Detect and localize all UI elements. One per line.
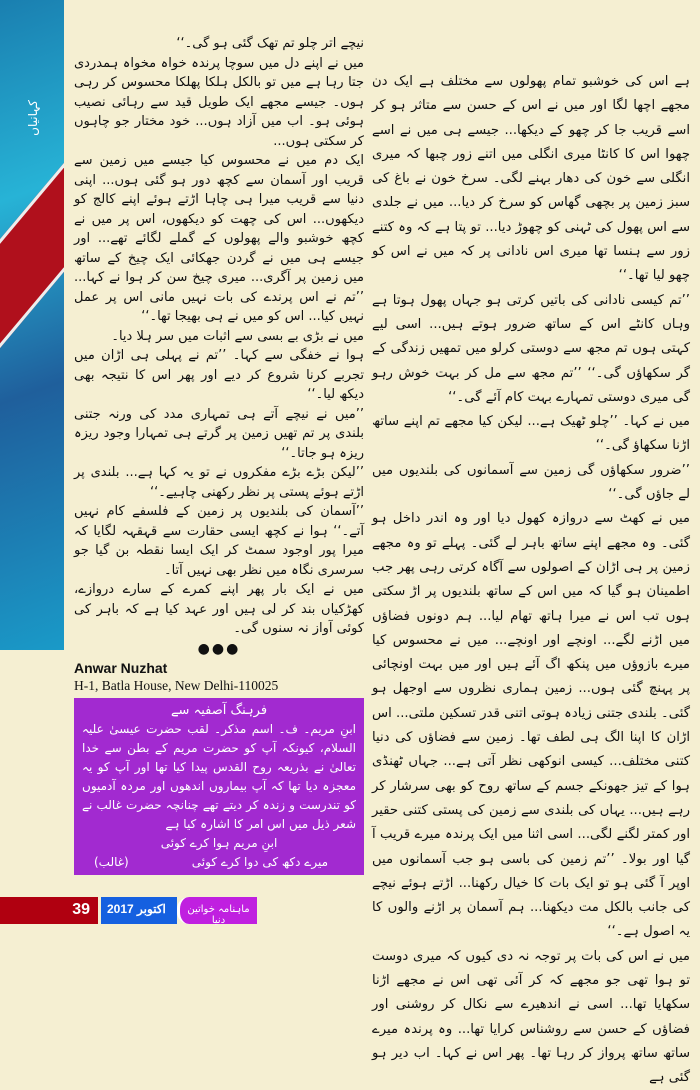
verse-line: ابنِ مریم ہوا کرے کوئی [160,835,278,850]
left-column-area [74,34,364,894]
poet-name: (غالب) [94,854,129,869]
page-number: 39 [0,897,98,924]
section-label: کہانیاں [26,100,40,136]
author-name: Anwar Nuzhat [74,659,168,676]
paragraph: میں نے ایک بار پھر اپنے کمرے کے سارے دروازے، کھڑکیاں بند کر لی ہیں اور عہد کیا ہے کہ باہر کی کوئی آواز نہ سنوں گی۔ [74,582,364,636]
decorative-side-banner [0,0,64,650]
paragraph: ’’لیکن بڑے بڑے مفکروں نے تو یہ کہا ہے... بلندی پر اڑتے ہوئے پستی پر نظر رکھنی چاہیے۔‘‘ [74,465,364,500]
red-stripe [0,0,64,57]
page-footer [0,897,257,924]
paragraph: ایک دم میں نے محسوس کیا جیسے میں زمین سے قریب اور آسمان سے کچھ دور ہو گئی ہوں... اپنی دنیا سے قریب میرا ہی چاہا اڑتے ہوئے اپنے کالج کو دیکھوں... اس کی چھت کو دیکھوں، اس پر میں نے کچھ خوشبو والے پھولوں کے گملے لگائے تھے... اور جیسے ہی میں نے گردن جھکائی ایک چیخ کے ساتھ میں زمین پر آگری... میری چیخ سن کر ہوا نے کہا... ’’تم نے اس پرندے کی بات نہیں مانی اس پر عمل نہیں کیا... اس کو میں نے ہی بھیجا تھا۔‘‘ [74,153,364,324]
magazine-name: ماہنامہ خواتین دنیا [177,897,257,924]
paragraph: ’’ضرور سکھاؤں گی زمین سے آسمانوں کی بلندیوں میں لے جاؤں گی۔‘‘ [372,462,690,503]
glossary-body: ابنِ مریم۔ ف۔ اسم مذکر۔ لقب حضرت عیسیٰ علیہ السلام، کیونکہ آپ کو حضرت مریم کے بطن سے خدا تعالیٰ نے بذریعہ روح القدس پیدا کیا تھا اور آپ کو یہ معجزہ دیا تھا کہ آپ بیماروں اندھوں اور مردہ آدمیوں کو تندرست و زندہ کر دیتے تھے چنانچہ حضرت غالب نے شعر ذیل میں اس امر کا اشارہ کیا ہے [82,721,356,831]
issue-year: 2017 [107,902,134,916]
issue-date [101,897,177,924]
paragraph: ’’تم کیسی نادانی کی باتیں کرتی ہو جہاں پھول ہوتا ہے وہاں کانٹے اس کے ساتھ ضرور ہوتے ہیں... اسی لیے کہتی ہوں تم مجھ سے دوستی کرلو میں تمھیں زندگی کے گر سکھاؤں گی۔‘‘ ’’تم مجھ سے مل کر بہت خوش رہو گی میری دوستی تمہارے بہت کام آئے گی۔‘‘ [372,292,690,405]
red-stripe [0,3,64,477]
left-text-column [74,34,364,639]
paragraph: ’’آسمان کی بلندیوں پر زمین کے فلسفے کام نہیں آتے۔‘‘ ہوا نے کچھ ایسی حقارت سے قہقہہ لگایا کہ میرا پور اوجود سمٹ کر ایک ایسا نقطہ بن گیا جو سرسری نگاہ میں نظر بھی نہیں آتا۔ [74,504,364,578]
right-text-column [372,70,690,1086]
paragraph: میں نے اپنے دل میں سوچا پرندہ خواہ مخواہ ہمدردی جتا رہا ہے میں تو بالکل ہلکا پھلکا محسوس کر رہی ہوں۔ جیسے مجھے ایک طویل قید سے رہائی نصیب ہوئی ہو۔ اب میں آزاد ہوں... خود مختار جو چاہوں کر سکتی ہوں... [74,55,364,149]
paragraph: نیچے اتر چلو تم تھک گئی ہو گی۔‘‘ [176,36,364,51]
end-mark: ●●● [197,640,241,657]
issue-month: اکتوبر [137,902,166,916]
paragraph: میں نے کھٹ سے دروازہ کھول دیا اور وہ اندر داخل ہو گئی۔ وہ مجھے اپنے ساتھ باہر لے گئی۔ پہلے تو وہ مجھے زمین پر ہی اڑان کے اصولوں سے آگاہ کرتی رہی پھر جب اطمینان ہو گیا کہ میں اس کے ساتھ بلندیوں پر اڑ سکتی ہوں تب اس نے میرا ہاتھ تھام لیا... ہم دونوں فضاؤں میں اڑنے لگے... اونچے اور اونچے... میں نے محسوس کیا میرے بازوؤں میں پنکھ اگ آئے ہیں اور میں بہت اونچائی پر پہنچ گئی ہوں... زمین ہماری نظروں سے اوجھل ہو گئی۔ بلندی جتنی زیادہ ہوتی اتنی قدر تسکین ملتی... اس اڑان کا اپنا الگ ہی لطف تھا۔ زمین سے فضاؤں کی دنیا کتنی مختلف... کیسی انوکھی نظر آتی ہے... جہاں ٹھنڈی ہوا کے تیز جھونکے جسم کے ساتھ روح کو بھی سرشار کر رہے ہیں... یہاں کی بلندی سے زمین کی پستی کتنی حقیر اور کمتر لگنے لگی... اسی اثنا میں ایک پرندہ میرے قریب آ گیا اور بولا۔ ’’تم زمین کی باسی ہو جب آسمانوں میں اوپر آ گئی ہو تو ایک بات کا خیال رکھنا... اڑتے ہوئے نیچے کی جانب بالکل مت دیکھنا... ہم آسمان پر اڑنے والوں کا یہ اصول ہے۔‘‘ [372,511,690,940]
paragraph: ہوا نے خفگی سے کہا۔ ’’تم نے پہلی ہی اڑان میں تجربے کرنا شروع کر دیے اور پھر اس کا نتیجہ بھی دیکھ لیا۔‘‘ [74,348,364,402]
verse-line: میرے دکھ کی دوا کرے کوئی [191,854,328,869]
paragraph: میں نے بڑی بے بسی سے اثبات میں سر ہلا دیا۔ [111,328,364,344]
author-address: H-1, Batla House, New Delhi-110025 [74,677,279,693]
paragraph: ’’میں نے نیچے آتے ہی تمہاری مدد کی ورنہ جتنی بلندی پر تم تھیں زمین پر گرتے ہی تمہارا وجود ریزہ ریزہ ہو جاتا۔‘‘ [74,406,364,461]
paragraph: میں نے اس کی بات پر توجہ نہ دی کیوں کہ میری دوست تو ہوا تھی جو مجھے کہ کر آئی تھی اس نے مجھے اڑنا سکھایا تھا... اسی نے اندھیرے سے نکال کر روشنی اور فضاؤں کے حسن سے روشناس کرایا تھا... وہ پرندہ میرے ساتھ ساتھ پرواز کر رہا تھا۔ پھر اس نے کہا۔ اب دیر ہو گئی ہے [372,948,690,1086]
paragraph: ہے اس کی خوشبو تمام پھولوں سے مختلف ہے ایک دن مجھے اچھا لگا اور میں نے اس کے حسن سے متاثر ہو کر اسے قریب جا کر چھو کے دیکھا... جیسے ہی میں نے اسے چھوا اس کا کانٹا میری انگلی میں اتنے زور چبھا کہ میری انگلی سے خون کی دھار بہنے لگی۔ سرخ خون نے باغ کی سبز زمین پر بچھی گھاس کو سرخ کر دیا... میں نے جلدی سے اس پھول کی ٹہنی کو چھوڑ دیا... تو پتا ہے کہ وہ کتنے زور سے ہنسا تھا میری اس نادانی پر کہ میں نے اس کو چھو لیا تھا۔‘‘ [372,74,690,284]
glossary-title: فرہنگ آصفیہ سے [170,702,268,718]
paragraph: میں نے کہا۔ ’’چلو ٹھیک ہے... لیکن کیا مجھے تم اپنے ساتھ اڑنا سکھاؤ گی۔‘‘ [372,414,690,454]
glossary-box [74,698,364,875]
